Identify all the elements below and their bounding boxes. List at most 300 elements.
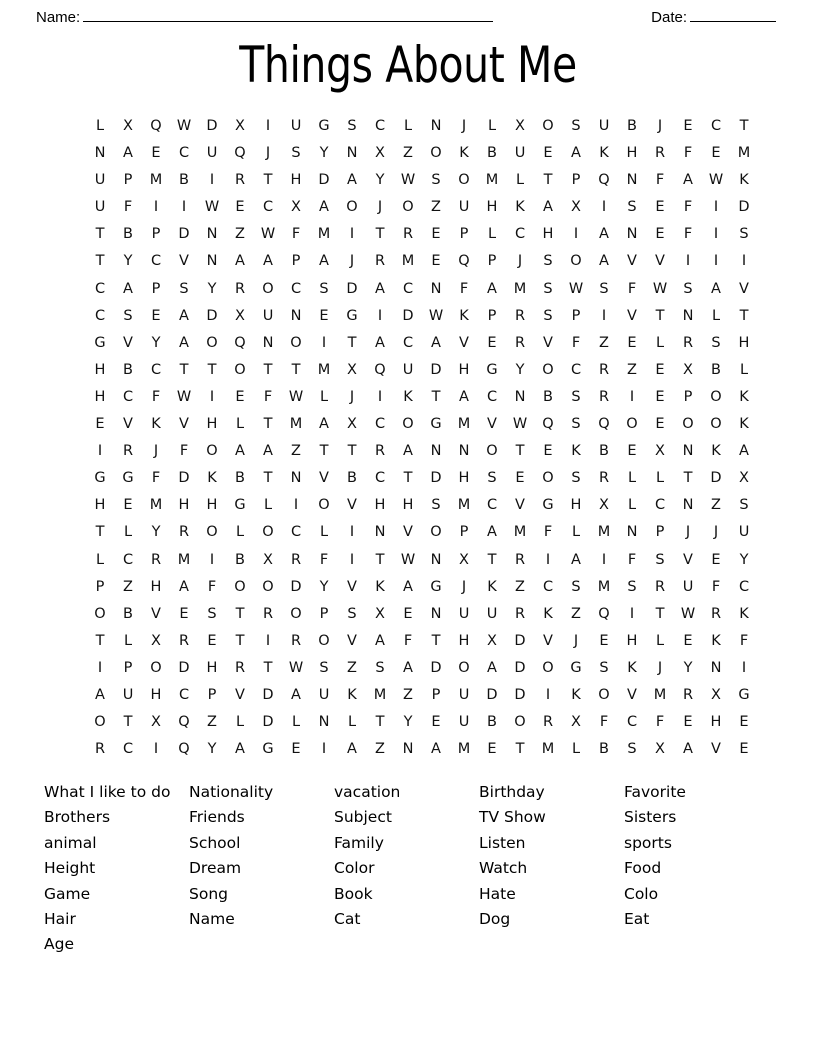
grid-letter[interactable]: P <box>459 524 469 541</box>
grid-letter[interactable]: T <box>739 307 749 324</box>
grid-letter[interactable]: B <box>487 714 497 731</box>
grid-letter[interactable]: E <box>543 145 553 162</box>
grid-letter[interactable]: V <box>515 497 525 514</box>
grid-letter[interactable]: E <box>403 605 413 622</box>
grid-letter[interactable]: Q <box>178 714 190 731</box>
grid-letter[interactable]: I <box>209 172 215 189</box>
grid-letter[interactable]: S <box>123 307 133 324</box>
word-list-item[interactable]: Hate <box>479 884 516 903</box>
grid-letter[interactable]: W <box>176 388 192 405</box>
grid-letter[interactable]: U <box>738 524 750 541</box>
grid-letter[interactable]: H <box>626 632 638 649</box>
grid-letter[interactable]: G <box>542 497 554 514</box>
grid-letter[interactable]: S <box>571 416 581 433</box>
grid-letter[interactable]: T <box>487 551 497 568</box>
grid-letter[interactable]: N <box>346 145 358 162</box>
grid-letter[interactable]: Q <box>178 741 190 758</box>
grid-letter[interactable]: X <box>291 199 301 216</box>
grid-letter[interactable]: E <box>711 551 721 568</box>
grid-letter[interactable]: Z <box>403 145 413 162</box>
grid-letter[interactable]: E <box>655 226 665 243</box>
grid-letter[interactable]: E <box>431 226 441 243</box>
grid-letter[interactable]: C <box>626 714 638 731</box>
grid-letter[interactable]: B <box>123 605 133 622</box>
grid-letter[interactable]: V <box>543 334 553 351</box>
grid-letter[interactable]: F <box>655 172 665 189</box>
grid-letter[interactable]: A <box>431 741 441 758</box>
grid-letter[interactable]: I <box>349 524 355 541</box>
grid-letter[interactable]: U <box>122 686 134 703</box>
grid-letter[interactable]: A <box>487 280 497 297</box>
grid-letter[interactable]: E <box>291 741 301 758</box>
grid-letter[interactable]: C <box>514 226 526 243</box>
grid-letter[interactable]: A <box>263 253 273 270</box>
grid-letter[interactable]: C <box>150 253 162 270</box>
grid-letter[interactable]: K <box>487 578 497 595</box>
grid-letter[interactable]: V <box>179 416 189 433</box>
grid-letter[interactable]: K <box>739 172 749 189</box>
grid-letter[interactable]: R <box>542 714 554 731</box>
grid-letter[interactable]: K <box>711 632 721 649</box>
grid-letter[interactable]: I <box>209 551 215 568</box>
word-list-item[interactable]: Favorite <box>624 783 686 801</box>
grid-letter[interactable]: S <box>683 280 693 297</box>
grid-letter[interactable]: F <box>655 714 665 731</box>
grid-letter[interactable]: H <box>374 497 386 514</box>
grid-letter[interactable]: Q <box>234 334 246 351</box>
grid-letter[interactable]: K <box>599 145 609 162</box>
grid-letter[interactable]: T <box>207 361 217 378</box>
grid-letter[interactable]: I <box>741 253 747 270</box>
grid-letter[interactable]: B <box>599 443 609 460</box>
grid-letter[interactable]: L <box>627 470 637 487</box>
grid-letter[interactable]: A <box>375 632 385 649</box>
grid-letter[interactable]: D <box>430 470 442 487</box>
grid-letter[interactable]: L <box>739 361 749 378</box>
grid-letter[interactable]: N <box>290 470 302 487</box>
word-list-item[interactable]: Song <box>189 884 228 903</box>
grid-letter[interactable]: S <box>571 470 581 487</box>
grid-letter[interactable]: T <box>291 361 301 378</box>
grid-letter[interactable]: X <box>151 632 161 649</box>
grid-letter[interactable]: A <box>347 741 357 758</box>
grid-letter[interactable]: X <box>599 497 609 514</box>
grid-letter[interactable]: O <box>94 714 106 731</box>
grid-letter[interactable]: R <box>682 334 694 351</box>
grid-letter[interactable]: N <box>430 605 442 622</box>
grid-letter[interactable]: Z <box>571 605 581 622</box>
grid-letter[interactable]: M <box>513 280 527 297</box>
grid-letter[interactable]: R <box>178 632 190 649</box>
grid-letter[interactable]: Z <box>711 497 721 514</box>
grid-letter[interactable]: T <box>235 605 245 622</box>
grid-letter[interactable]: O <box>206 334 218 351</box>
grid-letter[interactable]: W <box>428 307 444 324</box>
word-list-item[interactable]: Food <box>624 859 662 878</box>
grid-letter[interactable]: K <box>739 416 749 433</box>
grid-letter[interactable]: J <box>461 118 467 134</box>
grid-letter[interactable]: E <box>711 145 721 162</box>
grid-letter[interactable]: H <box>94 497 106 514</box>
grid-letter[interactable]: T <box>375 551 385 568</box>
grid-letter[interactable]: U <box>458 199 470 216</box>
date-write-line[interactable] <box>690 8 776 22</box>
grid-letter[interactable]: E <box>543 443 553 460</box>
grid-letter[interactable]: U <box>318 686 330 703</box>
grid-letter[interactable]: E <box>739 714 749 731</box>
grid-letter[interactable]: X <box>123 118 133 134</box>
grid-letter[interactable]: L <box>403 118 413 134</box>
grid-letter[interactable]: L <box>655 470 665 487</box>
grid-letter[interactable]: G <box>430 578 442 595</box>
grid-letter[interactable]: K <box>627 659 637 676</box>
grid-letter[interactable]: P <box>683 388 693 405</box>
grid-letter[interactable]: S <box>319 280 329 297</box>
name-write-line[interactable] <box>83 8 493 22</box>
grid-letter[interactable]: I <box>181 199 187 216</box>
grid-letter[interactable]: H <box>150 578 162 595</box>
grid-letter[interactable]: E <box>487 334 497 351</box>
grid-letter[interactable]: F <box>627 551 637 568</box>
grid-letter[interactable]: T <box>179 361 189 378</box>
grid-letter[interactable]: C <box>570 361 582 378</box>
word-list-item[interactable]: Game <box>44 884 91 903</box>
grid-letter[interactable]: T <box>515 443 525 460</box>
grid-letter[interactable]: S <box>739 226 749 243</box>
grid-letter[interactable]: J <box>377 199 383 216</box>
grid-letter[interactable]: I <box>209 388 215 405</box>
grid-letter[interactable]: H <box>290 172 302 189</box>
grid-letter[interactable]: V <box>123 416 133 433</box>
grid-letter[interactable]: B <box>627 118 637 134</box>
grid-letter[interactable]: V <box>655 253 665 270</box>
grid-letter[interactable]: B <box>123 361 133 378</box>
grid-letter[interactable]: O <box>542 118 554 134</box>
grid-letter[interactable]: O <box>318 497 330 514</box>
grid-letter[interactable]: R <box>374 253 386 270</box>
grid-letter[interactable]: O <box>346 199 358 216</box>
word-list-item[interactable]: Hair <box>44 910 76 929</box>
grid-letter[interactable]: N <box>458 443 470 460</box>
grid-letter[interactable]: F <box>627 280 637 297</box>
grid-letter[interactable]: C <box>710 118 722 134</box>
grid-letter[interactable]: O <box>94 605 106 622</box>
grid-letter[interactable]: J <box>153 443 159 460</box>
grid-letter[interactable]: T <box>95 253 105 270</box>
grid-letter[interactable]: J <box>573 632 579 649</box>
grid-letter[interactable]: R <box>598 470 610 487</box>
grid-letter[interactable]: T <box>319 443 329 460</box>
grid-letter[interactable]: A <box>179 578 189 595</box>
word-list-item[interactable]: Birthday <box>479 783 545 801</box>
grid-letter[interactable]: S <box>487 470 497 487</box>
grid-letter[interactable]: M <box>485 172 499 189</box>
grid-letter[interactable]: S <box>627 578 637 595</box>
grid-letter[interactable]: A <box>599 226 609 243</box>
grid-letter[interactable]: A <box>347 172 357 189</box>
grid-letter[interactable]: B <box>235 470 245 487</box>
grid-letter[interactable]: S <box>543 253 553 270</box>
grid-letter[interactable]: P <box>459 226 469 243</box>
grid-letter[interactable]: A <box>375 280 385 297</box>
grid-letter[interactable]: O <box>710 388 722 405</box>
grid-letter[interactable]: C <box>374 118 386 134</box>
grid-letter[interactable]: W <box>512 416 528 433</box>
grid-letter[interactable]: E <box>655 388 665 405</box>
word-list-item[interactable]: Nationality <box>189 783 274 801</box>
grid-letter[interactable]: A <box>487 659 497 676</box>
grid-letter[interactable]: A <box>95 686 105 703</box>
grid-letter[interactable]: A <box>683 741 693 758</box>
grid-letter[interactable]: Q <box>598 605 610 622</box>
grid-letter[interactable]: J <box>657 118 663 134</box>
grid-letter[interactable]: T <box>655 605 665 622</box>
word-list-item[interactable]: vacation <box>334 783 401 801</box>
grid-letter[interactable]: W <box>288 388 304 405</box>
grid-letter[interactable]: O <box>206 443 218 460</box>
word-list-item[interactable]: Age <box>44 935 74 954</box>
grid-letter[interactable]: I <box>321 741 327 758</box>
grid-letter[interactable]: T <box>263 659 273 676</box>
grid-letter[interactable]: X <box>711 686 721 703</box>
grid-letter[interactable]: Z <box>627 361 637 378</box>
grid-letter[interactable]: F <box>319 551 329 568</box>
word-list-item[interactable]: Cat <box>334 910 361 929</box>
grid-letter[interactable]: J <box>517 253 523 270</box>
grid-letter[interactable]: A <box>403 578 413 595</box>
grid-letter[interactable]: K <box>459 145 469 162</box>
grid-letter[interactable]: T <box>515 741 525 758</box>
grid-letter[interactable]: K <box>543 605 553 622</box>
grid-letter[interactable]: Y <box>123 253 133 270</box>
grid-letter[interactable]: E <box>431 714 441 731</box>
word-list-item[interactable]: Dream <box>189 859 242 878</box>
grid-letter[interactable]: W <box>652 280 668 297</box>
grid-letter[interactable]: E <box>627 334 637 351</box>
grid-letter[interactable]: C <box>122 388 134 405</box>
grid-letter[interactable]: G <box>318 118 330 134</box>
grid-letter[interactable]: E <box>431 253 441 270</box>
grid-letter[interactable]: O <box>234 578 246 595</box>
grid-letter[interactable]: M <box>401 253 415 270</box>
grid-letter[interactable]: V <box>123 334 133 351</box>
grid-letter[interactable]: M <box>597 524 611 541</box>
grid-letter[interactable]: H <box>570 497 582 514</box>
word-list-item[interactable]: Colo <box>624 884 659 903</box>
grid-letter[interactable]: C <box>402 280 414 297</box>
grid-letter[interactable]: B <box>487 145 497 162</box>
grid-letter[interactable]: N <box>626 226 638 243</box>
grid-letter[interactable]: M <box>149 497 163 514</box>
grid-letter[interactable]: H <box>542 226 554 243</box>
grid-letter[interactable]: I <box>573 226 579 243</box>
grid-letter[interactable]: H <box>710 714 722 731</box>
grid-letter[interactable]: V <box>347 632 357 649</box>
grid-letter[interactable]: E <box>151 145 161 162</box>
grid-letter[interactable]: W <box>260 226 276 243</box>
grid-letter[interactable]: K <box>515 199 525 216</box>
grid-letter[interactable]: R <box>514 334 526 351</box>
grid-letter[interactable]: N <box>626 172 638 189</box>
grid-letter[interactable]: S <box>291 145 301 162</box>
grid-letter[interactable]: R <box>710 605 722 622</box>
grid-letter[interactable]: W <box>568 280 584 297</box>
grid-letter[interactable]: S <box>375 659 385 676</box>
grid-letter[interactable]: K <box>459 307 469 324</box>
grid-letter[interactable]: R <box>234 280 246 297</box>
grid-letter[interactable]: M <box>457 416 471 433</box>
grid-letter[interactable]: F <box>151 470 161 487</box>
grid-letter[interactable]: J <box>685 524 691 541</box>
grid-letter[interactable]: A <box>179 307 189 324</box>
word-list-item[interactable]: Book <box>334 884 373 903</box>
grid-letter[interactable]: A <box>403 659 413 676</box>
grid-letter[interactable]: L <box>235 524 245 541</box>
grid-letter[interactable]: S <box>711 334 721 351</box>
grid-letter[interactable]: I <box>377 307 383 324</box>
grid-letter[interactable]: F <box>403 632 413 649</box>
grid-letter[interactable]: I <box>349 551 355 568</box>
grid-letter[interactable]: T <box>95 226 105 243</box>
grid-letter[interactable]: N <box>430 551 442 568</box>
grid-letter[interactable]: O <box>402 416 414 433</box>
grid-letter[interactable]: U <box>458 686 470 703</box>
grid-letter[interactable]: F <box>459 280 469 297</box>
grid-letter[interactable]: W <box>204 199 220 216</box>
grid-letter[interactable]: A <box>235 253 245 270</box>
grid-letter[interactable]: G <box>122 470 134 487</box>
grid-letter[interactable]: I <box>713 253 719 270</box>
grid-letter[interactable]: Y <box>319 145 329 162</box>
grid-letter[interactable]: N <box>318 714 330 731</box>
grid-letter[interactable]: L <box>487 226 497 243</box>
grid-letter[interactable]: L <box>319 524 329 541</box>
grid-letter[interactable]: Y <box>207 280 217 297</box>
grid-letter[interactable]: T <box>263 361 273 378</box>
grid-letter[interactable]: V <box>627 686 637 703</box>
grid-letter[interactable]: V <box>543 632 553 649</box>
grid-letter[interactable]: K <box>739 605 749 622</box>
grid-letter[interactable]: N <box>206 226 218 243</box>
grid-letter[interactable]: F <box>683 226 693 243</box>
grid-letter[interactable]: W <box>400 551 416 568</box>
grid-letter[interactable]: I <box>601 551 607 568</box>
grid-letter[interactable]: B <box>599 741 609 758</box>
grid-letter[interactable]: R <box>374 443 386 460</box>
grid-letter[interactable]: S <box>347 605 357 622</box>
grid-letter[interactable]: E <box>655 361 665 378</box>
word-list-item[interactable]: animal <box>44 833 97 852</box>
grid-letter[interactable]: I <box>97 659 103 676</box>
grid-letter[interactable]: S <box>347 118 357 134</box>
grid-letter[interactable]: T <box>263 470 273 487</box>
grid-letter[interactable]: E <box>235 199 245 216</box>
grid-letter[interactable]: I <box>265 632 271 649</box>
grid-letter[interactable]: T <box>431 388 441 405</box>
grid-letter[interactable]: D <box>514 659 526 676</box>
grid-letter[interactable]: T <box>263 416 273 433</box>
grid-letter[interactable]: L <box>263 497 273 514</box>
grid-letter[interactable]: F <box>123 199 133 216</box>
grid-letter[interactable]: V <box>459 334 469 351</box>
grid-letter[interactable]: H <box>94 361 106 378</box>
grid-letter[interactable]: O <box>262 578 274 595</box>
grid-letter[interactable]: O <box>570 253 582 270</box>
grid-letter[interactable]: P <box>151 280 161 297</box>
grid-letter[interactable]: A <box>571 551 581 568</box>
grid-letter[interactable]: A <box>375 334 385 351</box>
grid-letter[interactable]: R <box>234 172 246 189</box>
grid-letter[interactable]: R <box>262 605 274 622</box>
grid-letter[interactable]: K <box>739 388 749 405</box>
grid-letter[interactable]: V <box>627 307 637 324</box>
grid-letter[interactable]: T <box>95 524 105 541</box>
grid-letter[interactable]: D <box>514 632 526 649</box>
grid-letter[interactable]: X <box>235 118 245 134</box>
grid-letter[interactable]: L <box>571 524 581 541</box>
grid-letter[interactable]: C <box>262 199 274 216</box>
grid-letter[interactable]: F <box>683 145 693 162</box>
grid-letter[interactable]: L <box>123 524 133 541</box>
grid-letter[interactable]: R <box>682 686 694 703</box>
grid-letter[interactable]: O <box>486 443 498 460</box>
grid-letter[interactable]: M <box>653 686 667 703</box>
grid-letter[interactable]: D <box>430 659 442 676</box>
grid-letter[interactable]: E <box>627 443 637 460</box>
grid-letter[interactable]: K <box>375 578 385 595</box>
grid-letter[interactable]: T <box>263 172 273 189</box>
grid-letter[interactable]: C <box>150 361 162 378</box>
grid-letter[interactable]: D <box>178 226 190 243</box>
grid-letter[interactable]: R <box>514 307 526 324</box>
grid-letter[interactable]: Y <box>403 714 413 731</box>
grid-letter[interactable]: T <box>235 632 245 649</box>
grid-letter[interactable]: A <box>319 253 329 270</box>
grid-letter[interactable]: A <box>403 443 413 460</box>
grid-letter[interactable]: K <box>571 686 581 703</box>
grid-letter[interactable]: N <box>430 443 442 460</box>
grid-letter[interactable]: A <box>123 145 133 162</box>
grid-letter[interactable]: I <box>377 388 383 405</box>
grid-letter[interactable]: F <box>739 632 749 649</box>
grid-letter[interactable]: O <box>598 686 610 703</box>
grid-letter[interactable]: E <box>683 118 693 134</box>
grid-letter[interactable]: X <box>235 307 245 324</box>
grid-letter[interactable]: I <box>685 253 691 270</box>
grid-letter[interactable]: S <box>739 497 749 514</box>
grid-letter[interactable]: E <box>95 416 105 433</box>
grid-letter[interactable]: Q <box>374 361 386 378</box>
grid-letter[interactable]: G <box>262 741 274 758</box>
grid-letter[interactable]: H <box>206 416 218 433</box>
grid-letter[interactable]: J <box>461 578 467 595</box>
grid-letter[interactable]: I <box>713 199 719 216</box>
grid-letter[interactable]: V <box>627 253 637 270</box>
grid-letter[interactable]: H <box>738 334 750 351</box>
grid-letter[interactable]: G <box>738 686 750 703</box>
grid-letter[interactable]: N <box>262 334 274 351</box>
grid-letter[interactable]: K <box>711 443 721 460</box>
grid-letter[interactable]: R <box>178 524 190 541</box>
grid-letter[interactable]: F <box>291 226 301 243</box>
grid-letter[interactable]: Q <box>458 253 470 270</box>
grid-letter[interactable]: E <box>599 632 609 649</box>
grid-letter[interactable]: E <box>319 307 329 324</box>
grid-letter[interactable]: V <box>711 741 721 758</box>
grid-letter[interactable]: W <box>708 172 724 189</box>
grid-letter[interactable]: U <box>682 578 694 595</box>
grid-letter[interactable]: A <box>319 416 329 433</box>
